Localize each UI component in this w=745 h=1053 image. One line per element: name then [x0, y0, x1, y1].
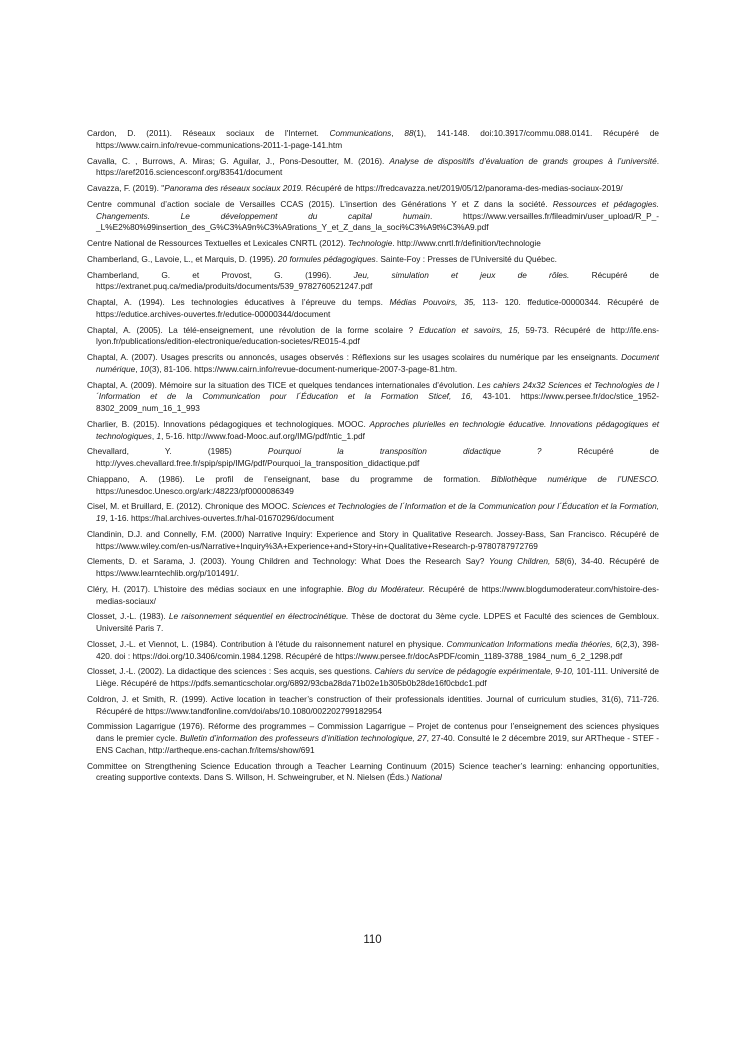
reference-entry [87, 238, 659, 250]
reference-text: , [135, 363, 140, 374]
reference-italic-text: Ressources et pédagogies. Changements. Le développement du capital humain [96, 198, 659, 221]
reference-text: Récupéré de https://fredcavazza.net/2019/05/12/panorama-des-medias-sociaux-2019/ [303, 183, 623, 193]
reference-entry [87, 183, 659, 195]
reference-entry [87, 156, 659, 179]
reference-text: Commission Lagarrigue (1976). Réforme des programmes – Commission Lagarrigue – Projet de contenus pour l’enseignement des sciences physiques dans le premier cycle. [87, 721, 659, 743]
reference-text: Centre National de Ressources Textuelles et Lexicales CNRTL (2012). [87, 238, 348, 248]
reference-italic-text: Médias Pouvoirs, 35, [389, 297, 476, 308]
reference-text: (3), 81-106. https://www.cairn.info/revue-document-numerique-2007-3-page-81.htm. [149, 363, 458, 374]
reference-entry [87, 721, 659, 756]
reference-italic-text: Pourquoi la transposition didactique ? [267, 446, 542, 457]
reference-text: Chiappano, A. (1986). Le profil de l’enseignant, base du programme de formation. [87, 473, 492, 484]
reference-italic-text: Jeu, simulation et jeux de rôles. [353, 269, 570, 280]
reference-text: Committee on Strengthening Science Education through a Teacher Learning Continuum (2015) Science teacher’s learning: enhancing opportunities, creating supportive contexts. Dans S. Willson, H. Schweingruber, et N. Nielsen (Éds.) [87, 760, 659, 783]
reference-text: Closset, J.-L. (2002). La didactique des sciences : Ses acquis, ses questions. [87, 666, 375, 677]
reference-text: 59-73. Récupéré de http://ife.ens-lyon.fr/publications/edition-electronique/education-societes/RE015-4.pdf [96, 324, 659, 347]
reference-text: Clements, D. et Sarama, J. (2003). Young Children and Technology: What Does the Research Say? [87, 556, 489, 567]
reference-entry [87, 761, 659, 784]
reference-entry [87, 446, 659, 469]
reference-entry [87, 501, 659, 524]
reference-italic-text: National [411, 772, 442, 783]
reference-entry [87, 666, 659, 689]
reference-italic-text: 20 formules pédagogiques [277, 253, 376, 264]
reference-italic-text: Bulletin d’information des professeurs d’initiation technologique, 27 [179, 733, 427, 743]
reference-entry [87, 325, 659, 348]
reference-text: . https://www.versailles.fr/fileadmin/user_upload/R_P_-_L%E2%80%99insertion_des_G%C3%A9n%C3%A9rations_Y_et_Z_dans_la_soci%C3%A9t%C3%A9.pdf [96, 210, 659, 233]
reference-italic-text: Analyse de dispositifs d’évaluation de grands groupes à l’université [389, 155, 657, 166]
reference-text: Récupéré de https://www.blogdumoderateur.com/histoire-des-medias-sociaux/ [96, 583, 659, 606]
reference-italic-text: 88 [404, 128, 414, 138]
reference-text: Chaptal, A. (1994). Les technologies éducatives à l’épreuve du temps. [87, 297, 390, 308]
reference-entry [87, 199, 659, 234]
reference-text: Chaptal, A. (2005). La télé-enseignement, une révolution de la forme scolaire ? [87, 324, 419, 335]
reference-italic-text: Sciences et Technologies de l´Information et de la Communication pour l´Éducation et la Formation, 19 [96, 501, 659, 523]
reference-text: Clandinin, D.J. and Connelly, F.M. (2000) Narrative Inquiry: Experience and Story in Qualitative Research. Jossey-Bass, San Francisco. Récupéré de https://www.wiley.com/en-us/Narrative+Inquiry%3A+Experience+and+Story+in+Qualitative+Research-p-9780787972769 [87, 528, 659, 551]
reference-text: , 27-40. Consulté le 2 décembre 2019, sur ARTheque - STEF - ENS Cachan, http://artheque.ens-cachan.fr/items/show/691 [96, 733, 659, 755]
reference-text: , [391, 128, 405, 138]
reference-entry [87, 270, 659, 293]
reference-text: Centre communal d’action sociale de Versailles CCAS (2015). L’insertion des Générations Y et Z dans la société. [87, 198, 553, 209]
reference-text: Closset, J.-L. et Viennot, L. (1984). Contribution à l'étude du raisonnement naturel en physique. [87, 638, 447, 649]
reference-text: Chevallard, Y. (1985) [87, 446, 268, 457]
reference-text: Chaptal, A. (2009). Mémoire sur la situation des TICE et quelques tendances internationales d’évolution. [87, 379, 478, 390]
reference-text: 101-111. Université de Liège. Récupéré de https://pdfs.semanticscholar.org/6892/93cba28da71b02e1b305b0b28de16f0cbdc1.pdf [96, 666, 659, 688]
reference-entry [87, 694, 659, 717]
reference-entry [87, 419, 659, 442]
reference-italic-text: Document numérique [96, 352, 659, 374]
reference-text: (1), 141-148. doi:10.3917/commu.088.0141. Récupéré de https://www.cairn.info/revue-communications-2011-1-page-141.htm [96, 128, 659, 150]
reference-italic-text: Panorama des réseaux sociaux 2019. [164, 183, 304, 193]
reference-italic-text: Young Children, 58 [488, 556, 565, 567]
reference-italic-text: Technologie [347, 238, 393, 248]
reference-italic-text: Cahiers du service de pédagogie expérimentale, 9-10, [374, 666, 575, 677]
reference-text: 43-101. https://www.persee.fr/doc/stice_1952-8302_2009_num_16_1_993 [96, 391, 659, 413]
reference-text: . https://aref2016.sciencesconf.org/83541/document [96, 155, 660, 178]
reference-text: Cardon, D. (2011). Réseaux sociaux de l'Internet. [87, 128, 330, 138]
reference-text: Cavazza, F. (2019). " [87, 183, 165, 193]
reference-text: Cavalla, C. , Burrows, A. Miras; G. Aguilar, J., Pons-Desoutter, M. (2016). [87, 155, 390, 166]
reference-text: Chaptal, A. (2007). Usages prescrits ou annoncés, usages observés : Réflexions sur les usages scolaires du numérique par les enseignants. [87, 352, 622, 363]
reference-entry [87, 254, 659, 266]
reference-text: Cisel, M. et Bruillard, E. (2012). Chronique des MOOC. [87, 501, 293, 512]
reference-entry [87, 352, 659, 375]
reference-text: 113- 120. ffedutice-00000344. Récupéré de https://edutice.archives-ouvertes.fr/edutice-00000344/document [96, 297, 659, 319]
reference-italic-text: Communications [329, 128, 392, 138]
reference-text: 6(2,3), 398-420. doi : https://doi.org/10.3406/comin.1984.1298. Récupéré de https://www.persee.fr/docAsPDF/comin_1189-3788_1984_num_6_2_1298.pdf [96, 638, 659, 661]
reference-text: , 5-16. http://www.foad-Mooc.auf.org/IMG/pdf/ntic_1.pdf [161, 430, 365, 441]
reference-entry [87, 297, 659, 320]
reference-entry [87, 474, 659, 497]
reference-italic-text: Les cahiers 24x32 Sciences et Technologies de l´Information et de la Communication pour l´Éducation et la Formation Sticef, 16, [96, 379, 659, 402]
reference-entry [87, 380, 659, 415]
reference-italic-text: Le raisonnement séquentiel en électrocinétique. [168, 611, 349, 622]
reference-italic-text: Education et savoirs, 15, [418, 324, 520, 335]
reference-italic-text: Blog du Modérateur. [347, 583, 426, 594]
reference-entry [87, 128, 659, 151]
reference-entry [87, 639, 659, 662]
reference-text: Récupéré de http://yves.chevallard.free.fr/spip/spip/IMG/pdf/Pourquoi_la_transposition_didactique.pdf [96, 446, 659, 468]
reference-text: Thèse de doctorat du 3ème cycle. LDPES et Faculté des sciences de Gembloux. Université Paris 7. [96, 611, 659, 633]
reference-text: https://unesdoc.Unesco.org/ark:/48223/pf0000086349 [96, 485, 294, 496]
reference-text: Chamberland, G., Lavoie, L., et Marquis, D. (1995). [87, 253, 278, 264]
reference-text: Chamberland, G. et Provost, G. (1996). [87, 269, 354, 280]
reference-text: Récupéré de https://extranet.puq.ca/media/produits/documents/539_9782760521247.pdf [96, 269, 659, 292]
reference-text: (6), 34-40. Récupéré de https://www.learntechlib.org/p/101491/. [96, 556, 659, 578]
reference-italic-text: 1 [156, 430, 162, 441]
reference-italic-text: 10 [139, 363, 150, 374]
reference-text: Coldron, J. et Smith, R. (1999). Active location in teacher’s construction of their professionals identities. Journal of curriculum studies, 31(6), 711-726. Récupéré de https://www.tandfonline.com/doi/abs/10.1080/002202799182954 [87, 693, 659, 716]
reference-list [87, 128, 659, 788]
reference-entry [87, 556, 659, 579]
page-number: 110 [363, 934, 382, 946]
reference-italic-text: Approches plurielles en technologie éducative. Innovations pédagogiques et technologiques [96, 418, 659, 441]
reference-text: Closset, J.-L. (1983). [87, 611, 169, 622]
reference-italic-text: Bibliothèque numérique de l’UNESCO. [491, 473, 659, 484]
reference-entry [87, 529, 659, 552]
reference-text: Cléry, H. (2017). L’histoire des médias sociaux en une infographie. [87, 583, 348, 594]
reference-text: , [151, 430, 157, 441]
reference-entry [87, 584, 659, 607]
reference-italic-text: Communication Informations media théories, [446, 638, 613, 649]
reference-entry [87, 611, 659, 634]
reference-text: . Sainte-Foy : Presses de l’Université du Québec. [375, 253, 557, 264]
reference-text: Charlier, B. (2015). Innovations pédagogiques et technologiques. MOOC. [87, 418, 370, 429]
reference-text: , 1-16. https://hal.archives-ouvertes.fr/hal-01670296/document [105, 513, 334, 523]
reference-text: . http://www.cnrtl.fr/definition/technologie [392, 238, 541, 248]
